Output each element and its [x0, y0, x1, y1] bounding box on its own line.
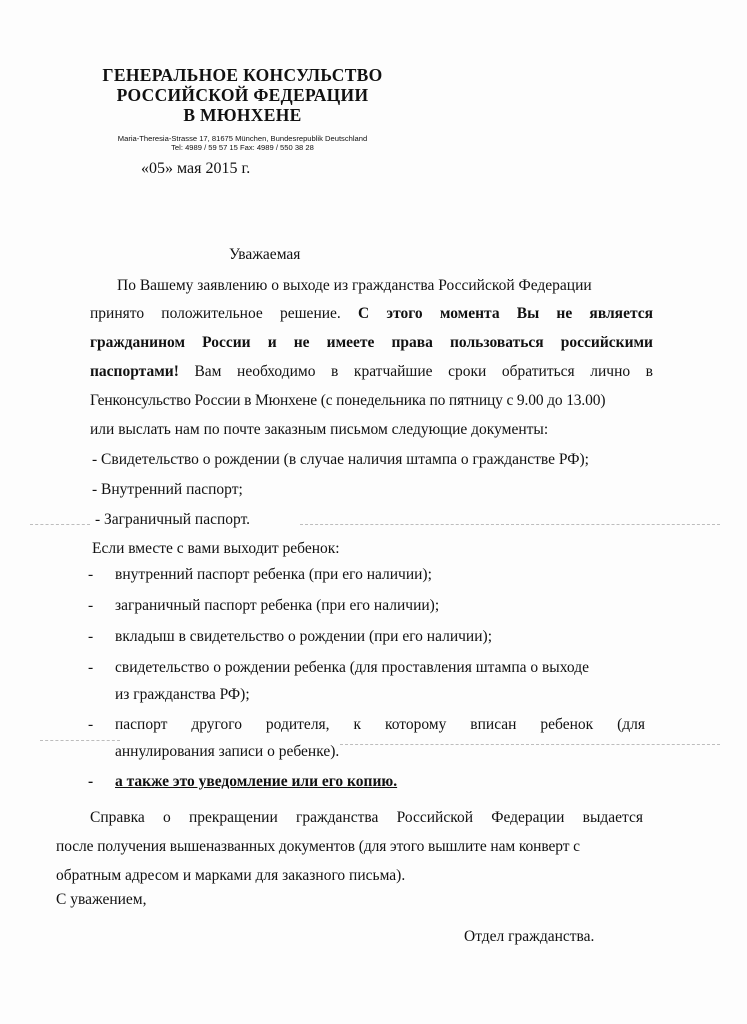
child-item-emphasis: а также это уведомление или его копию.: [115, 773, 398, 790]
signature: Отдел гражданства.: [464, 928, 595, 945]
body-line-2-regular: принято положительное решение.: [90, 305, 358, 322]
closing-line-2: после получения вышеназванных документов (для этого вышлите нам конверт с: [56, 838, 580, 855]
letter-date: «05» мая 2015 г.: [141, 160, 251, 177]
child-item-continuation: из гражданства РФ);: [115, 686, 250, 703]
child-intro: Если вместе с вами выходит ребенок:: [92, 540, 340, 557]
child-item: вкладыш в свидетельство о рождении (при его наличии);: [115, 628, 492, 645]
body-line-2-bold: С этого момента Вы не является: [358, 305, 654, 322]
list-bullet: -: [88, 566, 94, 583]
closing-line-3: обратным адресом и марками для заказного письма).: [56, 867, 406, 884]
regards: С уважением,: [56, 891, 147, 908]
body-line-4: [90, 358, 653, 387]
header-line-2: РОССИЙСКОЙ ФЕДЕРАЦИИ: [116, 85, 369, 105]
body-line-4-regular: Вам необходимо в кратчайшие сроки обратиться лично в: [178, 363, 653, 380]
greeting: Уважаемая: [229, 246, 301, 263]
child-item: заграничный паспорт ребенка (при его наличии);: [115, 597, 440, 614]
scan-artifact-line: [40, 740, 120, 741]
body-line-6: или выслать нам по почте заказным письмом следующие документы:: [90, 421, 549, 438]
child-item: внутренний паспорт ребенка (при его наличии);: [115, 566, 432, 583]
list-bullet: -: [88, 628, 94, 645]
child-item-continuation: аннулирования записи о ребенке).: [115, 743, 340, 760]
document-item: - Свидетельство о рождении (в случае наличия штампа о гражданстве РФ);: [92, 451, 589, 468]
body-line-3: гражданином России и не имеете права пользоваться российскими: [90, 334, 653, 351]
phone-line: Tel: 4989 / 59 57 15 Fax: 4989 / 550 38 28: [171, 143, 314, 152]
body-line-5: Генконсульство России в Мюнхене (с понедельника по пятницу с 9.00 до 13.00): [90, 392, 606, 409]
closing-line-1: Справка о прекращении гражданства Российской Федерации выдается: [90, 809, 643, 826]
scan-artifact-line: [340, 744, 720, 745]
header-line-1: ГЕНЕРАЛЬНОЕ КОНСУЛЬСТВО: [102, 65, 383, 85]
body-line-4-bold: паспортами!: [90, 363, 179, 380]
scan-artifact-line: [300, 524, 720, 525]
child-item: паспорт другого родителя, к которому вписан ребенок (для: [115, 716, 645, 733]
header-line-3: В МЮНХЕНЕ: [183, 105, 302, 125]
body-line-2: [90, 300, 653, 329]
list-bullet: -: [88, 716, 94, 733]
address-line: Maria-Theresia-Strasse 17, 81675 München, Bundesrepublik Deutschland: [117, 134, 368, 143]
document-item: - Внутренний паспорт;: [92, 481, 243, 498]
scan-artifact-line: [30, 524, 90, 525]
document-item: - Заграничный паспорт.: [95, 511, 251, 528]
list-bullet: -: [88, 597, 94, 614]
list-bullet: -: [88, 773, 94, 790]
child-item: свидетельство о рождении ребенка (для проставления штампа о выходе: [115, 659, 589, 676]
body-line-1: По Вашему заявлению о выходе из гражданства Российской Федерации: [117, 277, 592, 294]
list-bullet: -: [88, 659, 94, 676]
